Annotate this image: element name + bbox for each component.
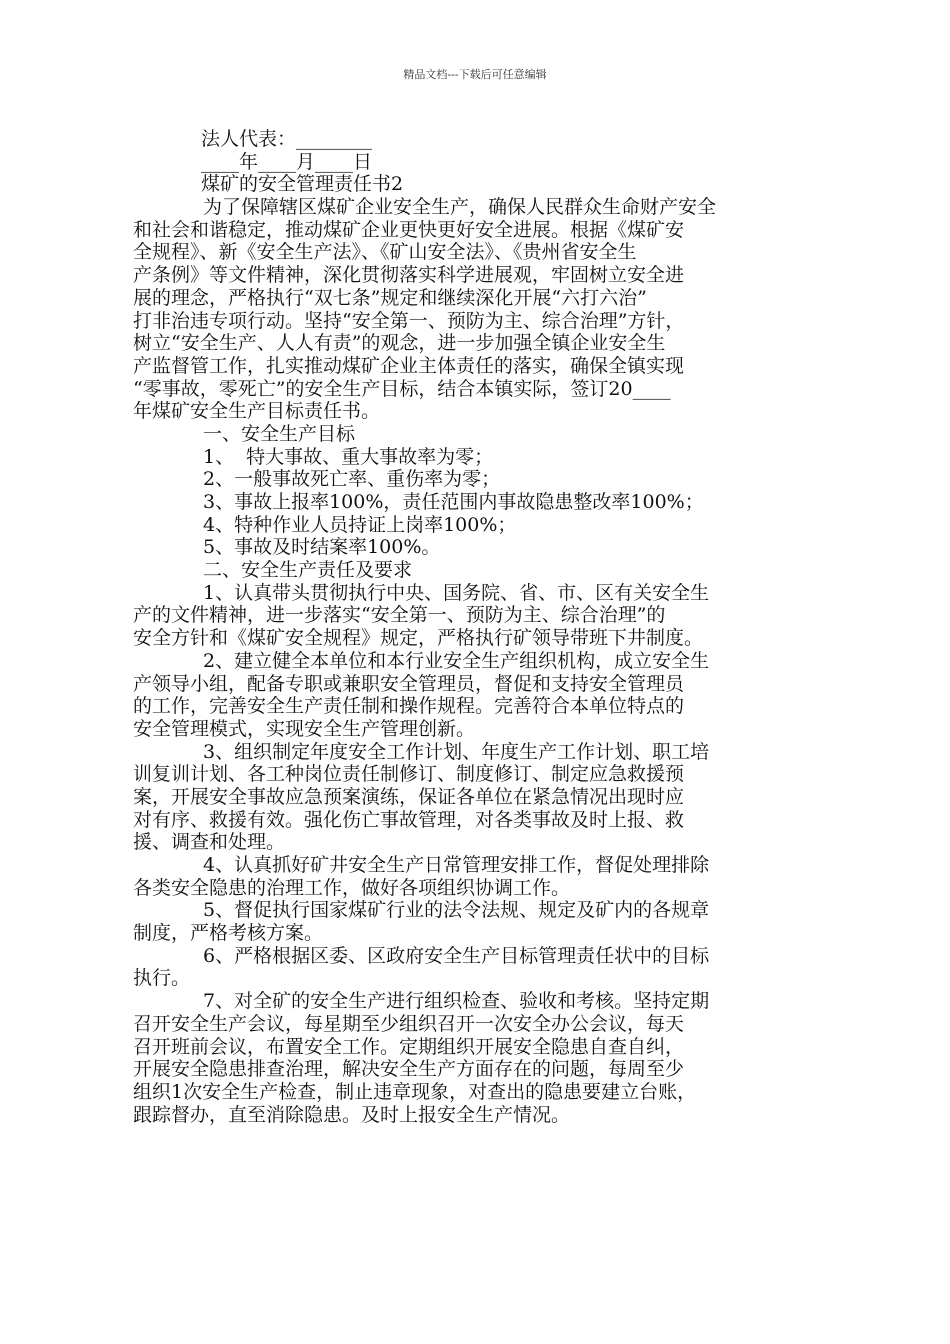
text-line: 对有序、救援有效。强化伤亡事故管理，对各类事故及时上报、救	[133, 808, 685, 831]
text-line: 产领导小组，配备专职或兼职安全管理员，督促和支持安全管理员	[133, 672, 685, 695]
text-line: 5、事故及时结案率100%。	[203, 536, 441, 559]
text-line: 4、特种作业人员持证上岗率100%；	[203, 513, 517, 536]
text-line: 1、 特大事故、重大事故率为零；	[203, 445, 494, 468]
text-line: ____年____月____日	[201, 150, 373, 173]
page-header: 精品文档---下载后可任意编辑	[403, 68, 547, 81]
text-line: 2、建立健全本单位和本行业安全生产组织机构，成立安全生	[203, 649, 710, 672]
text-line: 制度，严格考核方案。	[133, 922, 324, 945]
text-line: 全规程》、新《安全生产法》、《矿山安全法》、《贵州省安全生	[133, 241, 637, 264]
text-line: 产条例》等文件精神，深化贯彻落实科学进展观，牢固树立安全进	[133, 264, 685, 287]
text-line: 训复训计划、各工种岗位责任制修订、制度修订、制定应急救援预	[133, 763, 685, 786]
text-line: 安全方针和《煤矿安全规程》规定，严格执行矿领导带班下井制度。	[133, 627, 704, 650]
text-line: 安全管理模式，实现安全生产管理创新。	[133, 717, 476, 740]
text-line: 2、一般事故死亡率、重伤率为零；	[203, 468, 501, 491]
text-line: 7、对全矿的安全生产进行组织检查、验收和考核。坚持定期	[203, 990, 710, 1013]
text-line: 6、严格根据区委、区政府安全生产目标管理责任状中的目标	[203, 944, 710, 967]
text-line: 年煤矿安全生产目标责任书。	[133, 400, 381, 423]
text-line: 召开安全生产会议，每星期至少组织召开一次安全办公会议，每天	[133, 1012, 685, 1035]
text-line: 展的理念，严格执行“双七条”规定和继续深化开展“六打六治”	[133, 286, 647, 309]
text-line: 各类安全隐患的治理工作，做好各项组织协调工作。	[133, 876, 571, 899]
text-line: 产的文件精神，进一步落实“安全第一、预防为主、综合治理”的	[133, 604, 666, 627]
text-line: 3、组织制定年度安全工作计划、年度生产工作计划、职工培	[203, 740, 710, 763]
text-line: 案，开展安全事故应急预案演练，保证各单位在紧急情况出现时应	[133, 785, 685, 808]
text-line: 跟踪督办，直至消除隐患。及时上报安全生产情况。	[133, 1103, 571, 1126]
text-line: 3、事故上报率100%，责任范围内事故隐患整改率100%；	[203, 491, 704, 513]
text-line: 4、认真抓好矿井安全生产日常管理安排工作，督促处理排除	[203, 854, 710, 876]
document-body	[133, 128, 813, 1126]
text-line: 树立“安全生产、人人有责”的观念，进一步加强全镇企业安全生	[133, 332, 666, 355]
text-line: 1、认真带头贯彻执行中央、国务院、省、市、区有关安全生	[203, 581, 710, 604]
text-line: 一、安全生产目标	[203, 422, 356, 445]
text-line: 援、调查和处理。	[133, 831, 286, 854]
text-line: 法人代表：________	[201, 128, 373, 150]
text-line: 产监督管工作，扎实推动煤矿企业主体责任的落实，确保全镇实现	[133, 354, 685, 377]
text-line: 和社会和谐稳定，推动煤矿企业更快更好安全进展。根据《煤矿安	[133, 218, 685, 241]
text-line: 二、安全生产责任及要求	[203, 559, 413, 582]
text-line: 打非治违专项行动。坚持“安全第一、预防为主、综合治理”方针，	[133, 309, 685, 332]
text-line: 5、督促执行国家煤矿行业的法令法规、规定及矿内的各规章	[203, 899, 710, 922]
text-line: 召开班前会议，布置安全工作。定期组织开展安全隐患自查自纠，	[133, 1035, 685, 1058]
text-line: 开展安全隐患排查治理，解决安全生产方面存在的问题，每周至少	[133, 1058, 685, 1081]
text-line: 执行。	[133, 967, 191, 990]
text-line: “零事故，零死亡”的安全生产目标，结合本镇实际，签订20____	[133, 377, 671, 400]
text-line: 为了保障辖区煤矿企业安全生产，确保人民群众生命财产安全	[203, 196, 717, 219]
text-line: 煤矿的安全管理责任书2	[201, 173, 404, 196]
text-line: 组织1次安全生产检查，制止违章现象，对查出的隐患要建立台账，	[133, 1080, 697, 1103]
text-line: 的工作，完善安全生产责任制和操作规程。完善符合本单位特点的	[133, 695, 685, 718]
